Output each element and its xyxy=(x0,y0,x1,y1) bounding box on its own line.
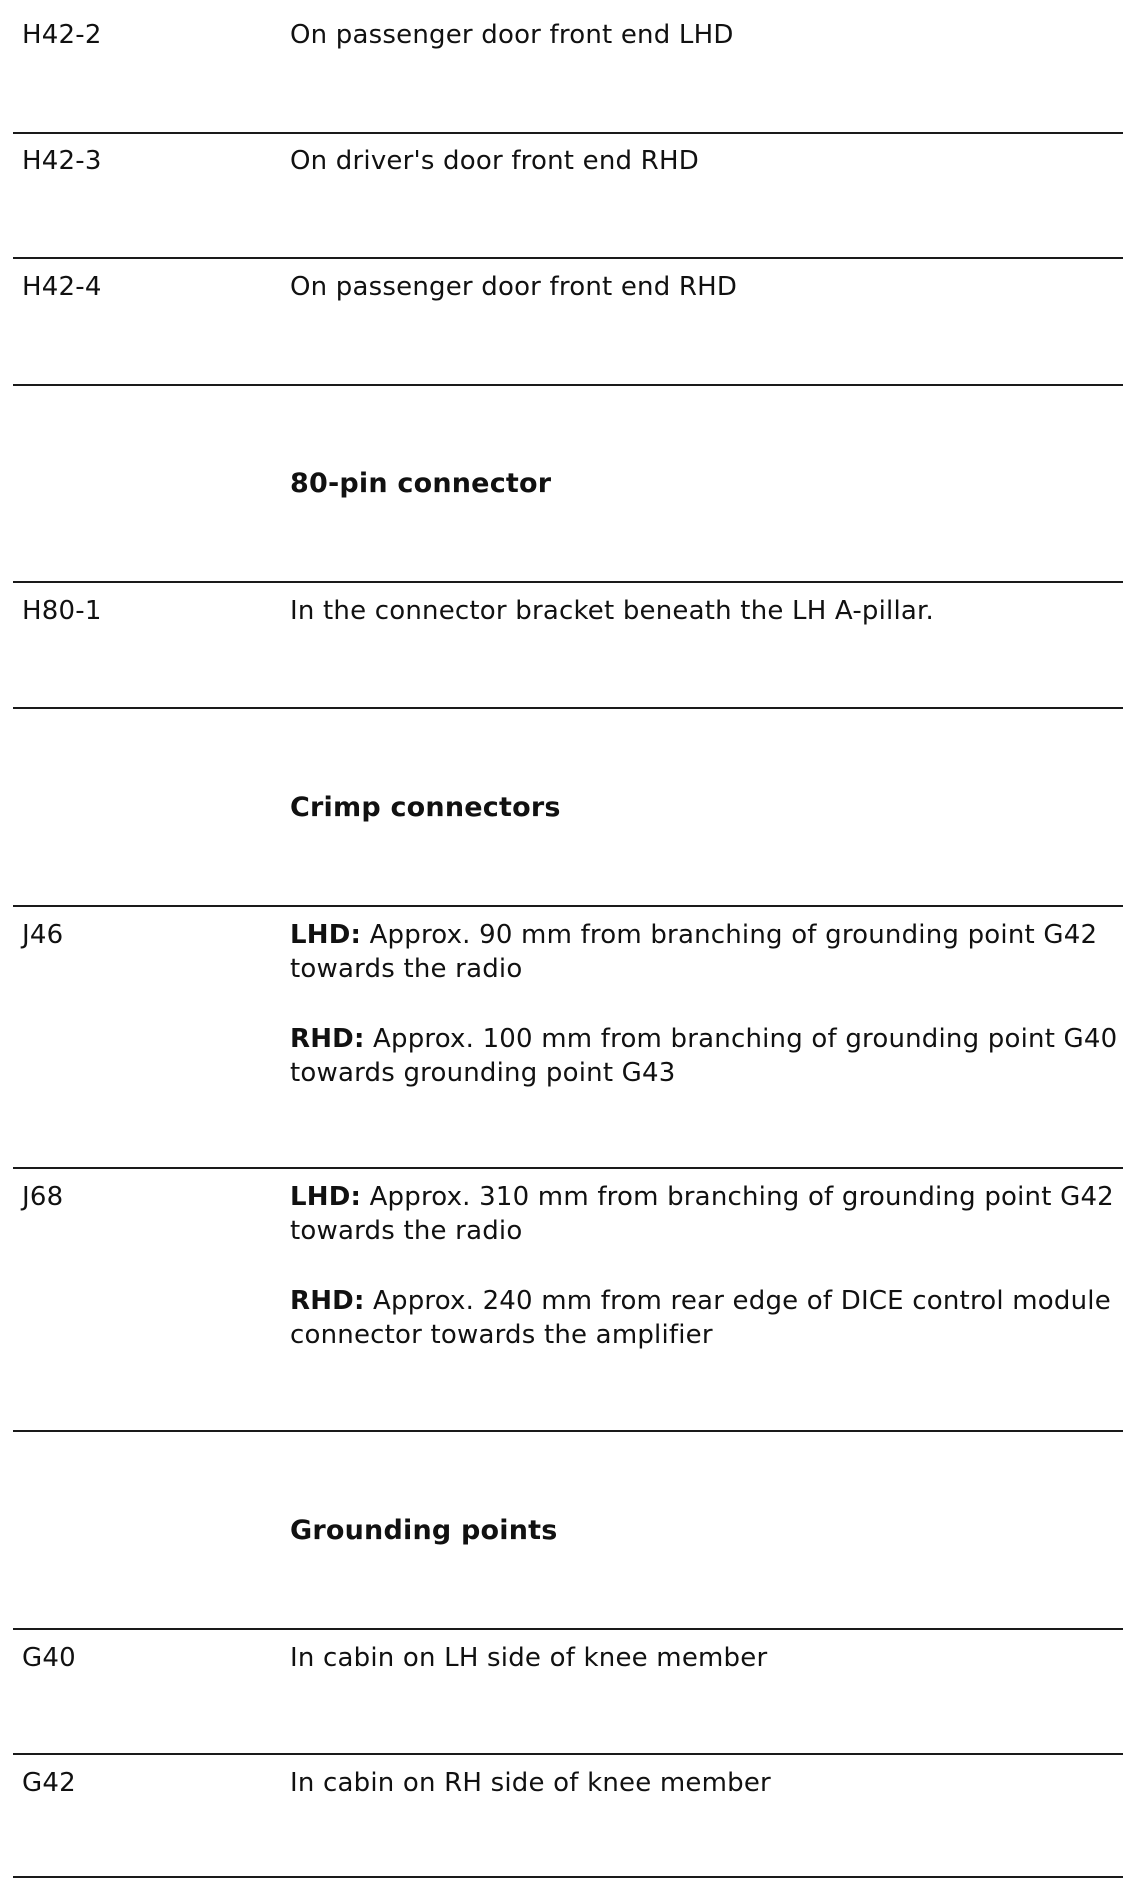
row-desc-h42-3: On driver's door front end RHD xyxy=(290,146,699,176)
rhd-note xyxy=(290,1022,1120,1090)
row-code-h42-4: H42-4 xyxy=(22,272,102,302)
rhd-text: Approx. 240 mm from rear edge of DICE control module connector towards the amplifier xyxy=(290,1286,1111,1350)
row-code-h42-2: H42-2 xyxy=(22,20,102,50)
lhd-note xyxy=(290,918,1120,986)
row-code-j46: J46 xyxy=(22,920,64,950)
rhd-label: RHD: xyxy=(290,1024,365,1054)
section-heading-crimp-connectors: Crimp connectors xyxy=(290,792,561,823)
row-code-g42: G42 xyxy=(22,1768,76,1798)
lhd-label: LHD: xyxy=(290,920,362,950)
row-divider xyxy=(13,384,1123,386)
row-code-h42-3: H42-3 xyxy=(22,146,102,176)
row-divider xyxy=(13,581,1123,583)
row-divider xyxy=(13,132,1123,134)
lhd-label: LHD: xyxy=(290,1182,362,1212)
section-heading-80-pin-connector: 80-pin connector xyxy=(290,468,552,499)
row-desc-g40: In cabin on LH side of knee member xyxy=(290,1643,768,1673)
row-divider xyxy=(13,1876,1123,1878)
rhd-text: Approx. 100 mm from branching of grounding point G40 towards grounding point G43 xyxy=(290,1024,1118,1088)
row-divider xyxy=(13,1167,1123,1169)
row-desc-g42: In cabin on RH side of knee member xyxy=(290,1768,771,1798)
row-code-g40: G40 xyxy=(22,1643,76,1673)
row-divider xyxy=(13,1753,1123,1755)
row-divider xyxy=(13,707,1123,709)
row-desc-j68 xyxy=(290,1180,1120,1352)
row-desc-h42-2: On passenger door front end LHD xyxy=(290,20,734,50)
rhd-note xyxy=(290,1284,1120,1352)
row-divider xyxy=(13,1628,1123,1630)
lhd-text: Approx. 90 mm from branching of grounding point G42 towards the radio xyxy=(290,920,1098,984)
row-divider xyxy=(13,905,1123,907)
row-desc-h42-4: On passenger door front end RHD xyxy=(290,272,738,302)
rhd-label: RHD: xyxy=(290,1286,365,1316)
lhd-note xyxy=(290,1180,1120,1248)
row-desc-j46 xyxy=(290,918,1120,1090)
row-code-h80-1: H80-1 xyxy=(22,596,102,626)
row-code-j68: J68 xyxy=(22,1182,64,1212)
row-divider xyxy=(13,1430,1123,1432)
section-heading-grounding-points: Grounding points xyxy=(290,1515,558,1546)
row-divider xyxy=(13,257,1123,259)
row-desc-h80-1: In the connector bracket beneath the LH A-pillar. xyxy=(290,596,935,626)
lhd-text: Approx. 310 mm from branching of grounding point G42 towards the radio xyxy=(290,1182,1114,1246)
